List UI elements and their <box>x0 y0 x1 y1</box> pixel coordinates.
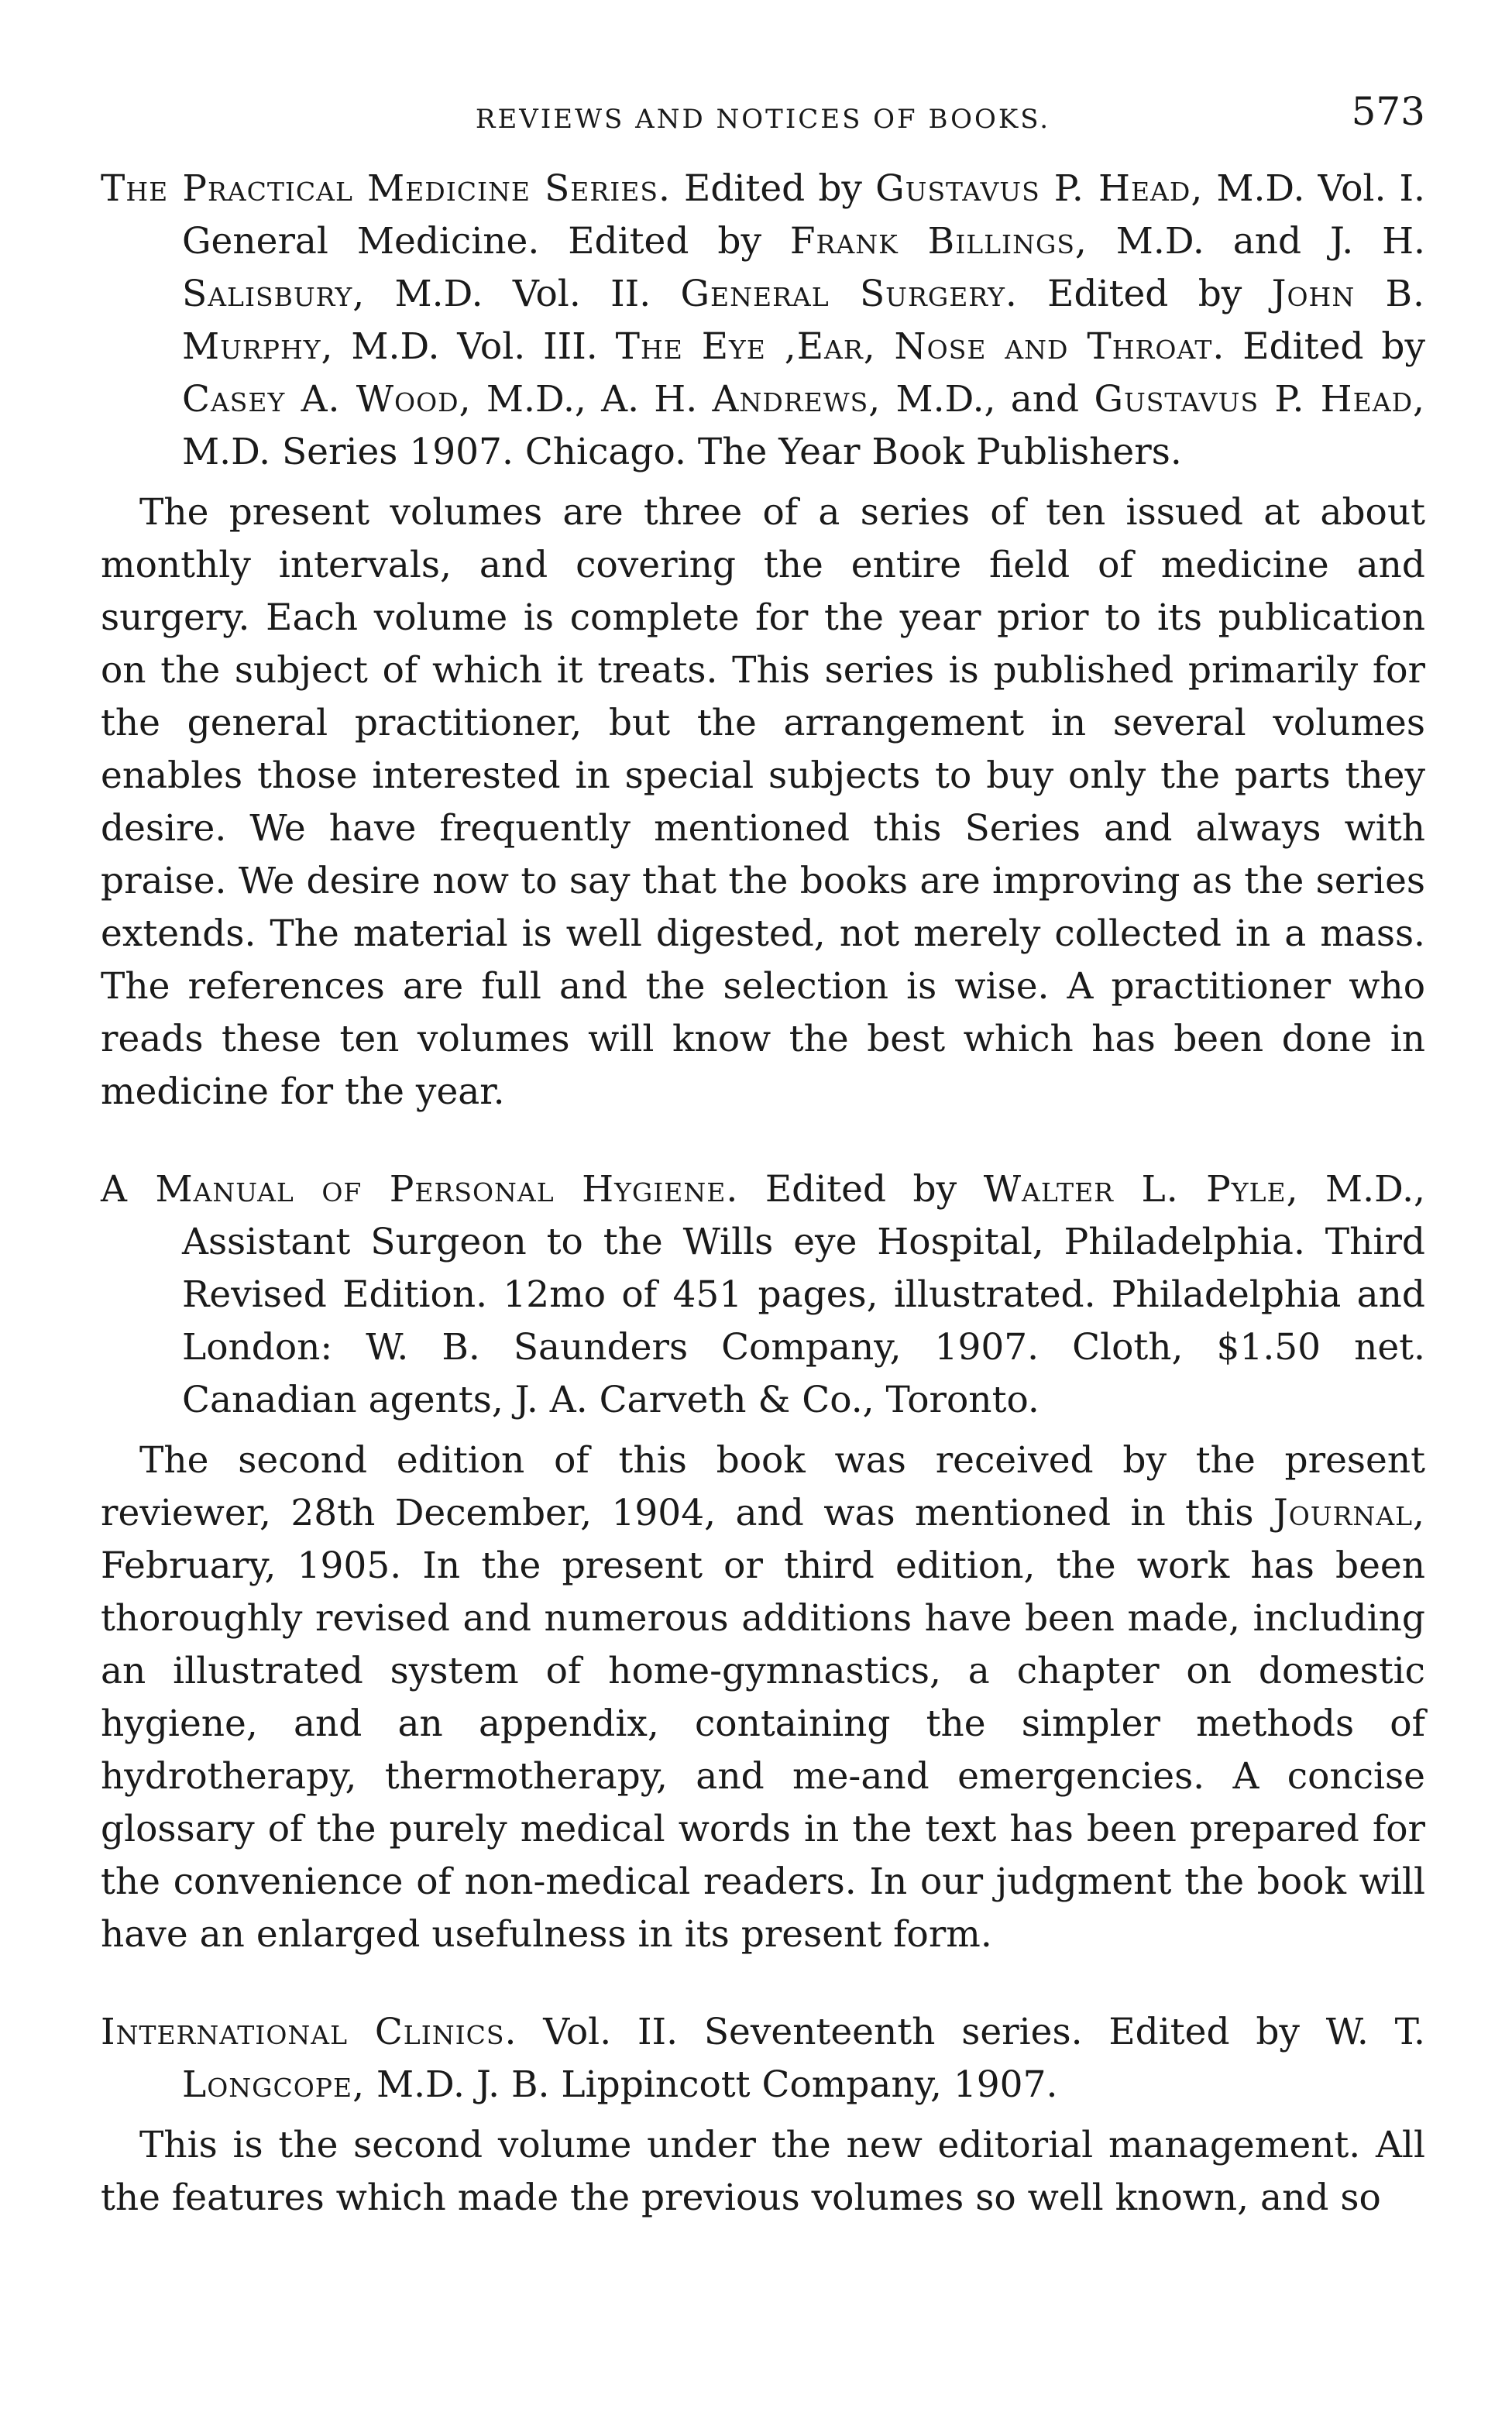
running-header <box>101 85 1425 139</box>
review-body: The present volumes are three of a series of ten issued at about monthly intervals, and covering the entire field of medicine and surgery. Each volume is complete for the year prior to its publication on the subject of which it treats. This series is published primarily for the general practitioner, but the arrangement in several volumes enables those interested in special subjects to buy only the parts they desire. We have frequently mentioned this Series and always with praise. We desire now to say that the books are improving as the series extends. The material is well digested, not merely collected in a mass. The references are full and the selection is wise. A practitioner who reads these ten volumes will know the best which has been done in medicine for the year. <box>101 491 1425 1113</box>
small-caps-text: International Clinics. <box>101 2011 517 2053</box>
review-citation <box>101 2006 1425 2111</box>
text-run: M.D., A. H. <box>471 378 713 421</box>
text-run: Edited by <box>738 1168 984 1211</box>
text-run: Edited by <box>670 167 876 210</box>
text-run: Edited by <box>1225 325 1426 368</box>
small-caps-text: A Manual of Personal Hygiene. <box>101 1168 739 1211</box>
text-run: The second edition of this book was received by the present reviewer, 28th December, 1904, and was mentioned in this <box>101 1439 1425 1534</box>
review-citation <box>101 163 1425 479</box>
text-run: M.D., and <box>881 378 1094 421</box>
small-caps-text: Casey A. Wood, <box>182 378 472 421</box>
review-body: This is the second volume under the new editorial management. All the features which made the previous volumes so well known, and so <box>101 2124 1425 2219</box>
text-run: M.D. Vol. III. <box>333 325 616 368</box>
text-run: Vol. II. Seventeenth series. Edited by W. T. <box>517 2011 1425 2053</box>
text-run: M.D. J. B. Lippincott Company, 1907. <box>365 2063 1058 2106</box>
text-run: M.D. Vol. II. <box>365 273 681 315</box>
review-body <box>101 1434 1425 1961</box>
text-run: February, 1905. In the present or third edition, the work has been thoroughly revised and numerous additions have been made, including an illustrated system of home-gymnastics, a chapter on domestic hygiene, and an appendix, containing the simpler methods of hydrotherapy, thermotherapy, and me-and emergencies. A concise glossary of the purely medical words in the text has been prepared for the convenience of non-medical readers. In our judgment the book will have an enlarged usefulness in its present form. <box>101 1544 1425 1956</box>
small-caps-text: Frank Billings, <box>789 220 1088 263</box>
review-citation <box>101 1163 1425 1427</box>
page-number: 573 <box>1351 89 1425 134</box>
small-caps-text: General Surgery. <box>680 273 1018 315</box>
small-caps-text: John B. Murphy, <box>182 273 1425 368</box>
small-caps-text: Longcope, <box>182 2063 366 2106</box>
small-caps-text: Gustavus P. Head, <box>875 167 1204 210</box>
running-title: REVIEWS AND NOTICES OF BOOKS. <box>475 104 1051 135</box>
text-run: M.D. Series 1907. Chicago. The Year Book Publishers. <box>182 431 1182 473</box>
text-run: M.D. and J. H. <box>1087 220 1426 263</box>
book-page <box>101 85 1425 2224</box>
small-caps-text: Gustavus P. Head, <box>1094 378 1425 421</box>
small-caps-text: Journal, <box>1273 1492 1425 1534</box>
small-caps-text: Walter L. Pyle, <box>983 1168 1299 1211</box>
small-caps-text: Andrews, <box>712 378 881 421</box>
small-caps-text: Salisbury, <box>182 273 366 315</box>
text-run: Edited by <box>1017 273 1272 315</box>
small-caps-text: The Eye ,Ear, Nose and Throat. <box>615 325 1225 368</box>
text-run: M.D., Assistant Surgeon to the Wills eye Hospital, Philadelphia. Third Revised Edition. 12mo of 451 pages, illustrated. Philadelphia and London: W. B. Saunders Company, 1907. Cloth, $1.50 net. Canadian agents, J. A. Carveth & Co., Toronto. <box>182 1168 1425 1421</box>
small-caps-text: The Practical Medicine Series. <box>101 167 671 210</box>
text-run: M.D. Vol. I. General Medicine. Edited by <box>182 167 1425 263</box>
